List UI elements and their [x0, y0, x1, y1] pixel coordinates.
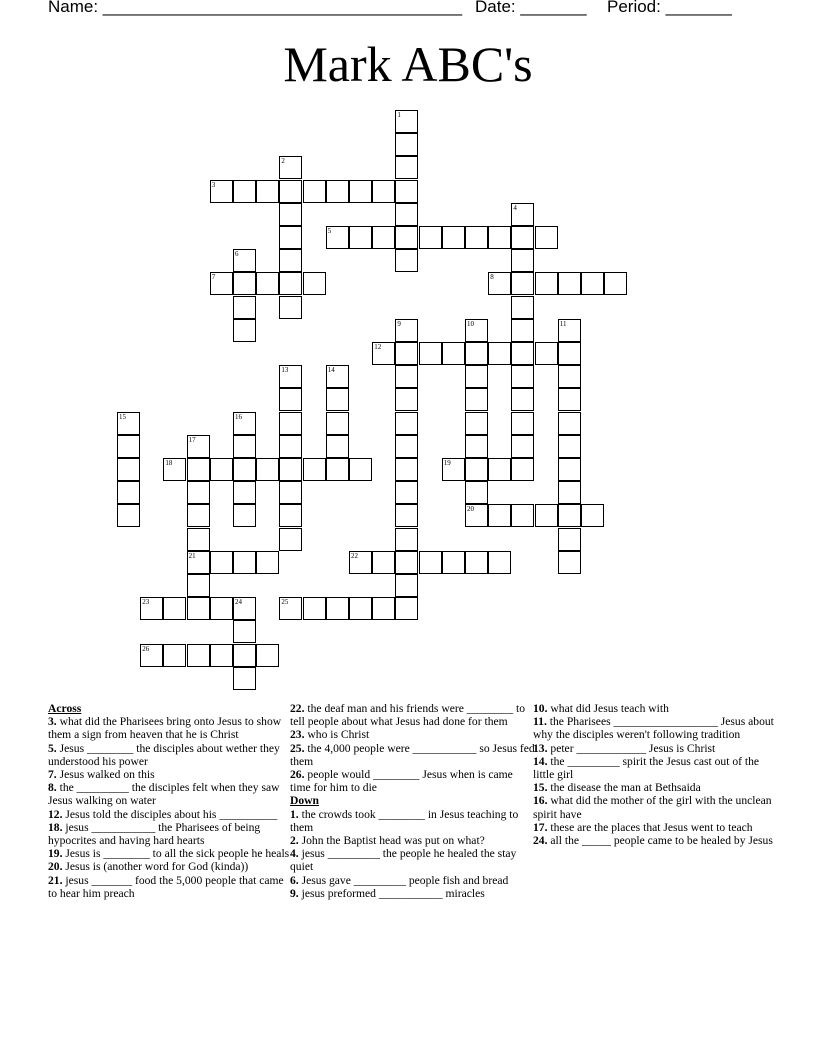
grid-cell[interactable]	[279, 481, 302, 504]
grid-cell[interactable]	[465, 551, 488, 574]
clue-number: 20	[467, 505, 474, 514]
clue-number: 23.	[290, 728, 305, 742]
grid-cell[interactable]	[233, 481, 256, 504]
grid-cell[interactable]	[187, 504, 210, 527]
grid-cell[interactable]	[395, 249, 418, 272]
grid-cell[interactable]	[511, 272, 534, 295]
clue-number: 17.	[533, 820, 548, 834]
clue-number: 16	[235, 412, 242, 421]
clue-number: 26.	[290, 768, 305, 782]
clue-number: 2	[281, 157, 285, 166]
grid-cell[interactable]	[233, 504, 256, 527]
grid-cell[interactable]	[279, 180, 302, 203]
grid-cell[interactable]	[279, 435, 302, 458]
clue	[48, 715, 293, 741]
grid-cell[interactable]	[233, 551, 256, 574]
clue-text: Jesus is (another word for God (kinda))	[62, 860, 249, 874]
clue-text: people would ________ Jesus when is came time for him to die	[290, 768, 513, 795]
clue-text: jesus preformed ___________ miracles	[298, 886, 485, 900]
clue	[533, 742, 778, 755]
grid-cell[interactable]	[395, 597, 418, 620]
grid-cell[interactable]	[117, 412, 140, 435]
grid-cell[interactable]	[326, 597, 349, 620]
grid-cell[interactable]	[372, 597, 395, 620]
clue-number: 21.	[48, 873, 63, 887]
clue	[290, 808, 535, 834]
grid-cell[interactable]	[395, 412, 418, 435]
grid-cell[interactable]	[279, 504, 302, 527]
clue-number: 4.	[290, 847, 299, 861]
grid-cell[interactable]	[349, 597, 372, 620]
grid-cell[interactable]	[256, 458, 279, 481]
grid-cell[interactable]	[233, 620, 256, 643]
grid-cell[interactable]	[279, 296, 302, 319]
clue-number: 15	[119, 412, 126, 421]
clue-text: the 4,000 people were ___________ so Jesus fed them	[290, 741, 535, 768]
clue	[290, 887, 535, 900]
clue-number: 24.	[533, 834, 548, 848]
clue-text: Jesus told the disciples about his __________	[62, 807, 278, 821]
grid-cell[interactable]	[604, 272, 627, 295]
clue-text: the deaf man and his friends were ________ to tell people about what Jesus had done for them	[290, 702, 526, 729]
grid-cell[interactable]	[395, 180, 418, 203]
grid-cell[interactable]	[326, 435, 349, 458]
grid-cell[interactable]	[140, 597, 163, 620]
grid-cell[interactable]	[187, 458, 210, 481]
clue-number: 11	[559, 319, 567, 328]
grid-cell[interactable]	[511, 226, 534, 249]
clue	[533, 794, 778, 820]
grid-cell[interactable]	[511, 249, 534, 272]
grid-cell[interactable]	[303, 458, 326, 481]
clue-number: 16.	[533, 794, 548, 808]
clue-text: what did the mother of the girl with the unclean spirit have	[533, 794, 772, 821]
grid-cell[interactable]	[279, 156, 302, 179]
clue-number: 4	[513, 203, 517, 212]
grid-cell[interactable]	[465, 365, 488, 388]
grid-cell[interactable]	[511, 388, 534, 411]
grid-cell[interactable]	[395, 226, 418, 249]
grid-cell[interactable]	[163, 644, 186, 667]
period-field[interactable]: Period: _______	[607, 0, 732, 16]
clue-number: 15.	[533, 781, 548, 795]
clue-number: 19	[443, 459, 451, 467]
grid-cell[interactable]	[395, 156, 418, 179]
clue-text: Jesus gave _________ people fish and bread	[298, 873, 509, 887]
grid-cell[interactable]	[419, 342, 442, 365]
clue-text: Jesus is ________ to all the sick people he heals	[62, 847, 290, 861]
grid-cell[interactable]	[279, 528, 302, 551]
grid-cell[interactable]	[419, 226, 442, 249]
grid-cell[interactable]	[395, 481, 418, 504]
grid-cell[interactable]	[187, 574, 210, 597]
grid-cell[interactable]	[256, 551, 279, 574]
clue-text: the _________ spirit the Jesus cast out of the little girl	[533, 754, 760, 782]
grid-cell[interactable]	[511, 365, 534, 388]
grid-cell[interactable]	[326, 226, 349, 249]
clue-number: 12.	[48, 807, 63, 821]
grid-cell[interactable]	[465, 226, 488, 249]
grid-cell[interactable]	[511, 296, 534, 319]
down-heading: Down	[290, 794, 319, 808]
grid-cell[interactable]	[395, 133, 418, 156]
grid-cell[interactable]	[581, 272, 604, 295]
grid-cell[interactable]	[419, 551, 442, 574]
clue-number: 11.	[533, 715, 547, 729]
grid-cell[interactable]	[349, 551, 372, 574]
clue	[48, 874, 293, 900]
grid-cell[interactable]	[187, 481, 210, 504]
grid-cell[interactable]	[117, 458, 140, 481]
grid-cell[interactable]	[303, 597, 326, 620]
grid-cell[interactable]	[395, 388, 418, 411]
grid-cell[interactable]	[511, 458, 534, 481]
grid-cell[interactable]	[233, 319, 256, 342]
grid-cell[interactable]	[558, 481, 581, 504]
clue-number: 18	[165, 459, 173, 467]
grid-cell[interactable]	[488, 226, 511, 249]
grid-cell[interactable]	[511, 203, 534, 226]
clue	[290, 874, 535, 887]
clues-column-1	[48, 702, 293, 900]
clue-text: these are the places that Jesus went to teach	[547, 820, 753, 834]
grid-cell[interactable]	[326, 458, 349, 481]
grid-cell[interactable]	[233, 435, 256, 458]
clues-column-3	[533, 702, 778, 847]
grid-cell[interactable]	[395, 203, 418, 226]
grid-cell[interactable]	[488, 342, 511, 365]
clue-number: 6.	[290, 873, 299, 887]
clue-number: 23	[142, 598, 150, 607]
clue-number: 5	[327, 227, 332, 235]
clue-text: the _________ the disciples felt when they saw Jesus walking on water	[48, 781, 280, 808]
clue-number: 7	[211, 273, 216, 282]
grid-cell[interactable]	[117, 435, 140, 458]
grid-cell[interactable]	[558, 319, 581, 342]
clue-number: 18.	[48, 820, 63, 834]
clue-number: 1	[397, 111, 401, 119]
grid-cell[interactable]	[465, 481, 488, 504]
grid-cell[interactable]	[349, 458, 372, 481]
grid-cell[interactable]	[465, 458, 488, 481]
clue	[290, 742, 535, 768]
clue-number: 12	[374, 343, 382, 351]
clue-number: 22	[351, 551, 358, 560]
grid-cell[interactable]	[511, 319, 534, 342]
page-title: Mark ABC's	[283, 36, 533, 92]
clue	[48, 808, 293, 821]
grid-cell[interactable]	[511, 412, 534, 435]
grid-cell[interactable]	[395, 435, 418, 458]
grid-cell[interactable]	[279, 458, 302, 481]
grid-cell[interactable]	[395, 504, 418, 527]
clue-number: 10	[467, 319, 474, 328]
clue	[48, 781, 293, 807]
grid-cell[interactable]	[535, 504, 558, 527]
grid-cell[interactable]	[117, 481, 140, 504]
grid-cell[interactable]	[210, 272, 233, 295]
grid-cell[interactable]	[256, 272, 279, 295]
clue-text: jesus ___________ the Pharisees of being hypocrites and having hard hearts	[48, 820, 261, 848]
grid-cell[interactable]	[256, 644, 279, 667]
clue-number: 19.	[48, 847, 63, 861]
clue	[48, 821, 293, 847]
grid-cell[interactable]	[279, 203, 302, 226]
grid-cell[interactable]	[558, 388, 581, 411]
clue-number: 3	[211, 180, 216, 189]
clue-text: Jesus walked on this	[56, 768, 155, 782]
clue-number: 22.	[290, 702, 305, 715]
grid-cell[interactable]	[442, 226, 465, 249]
grid-cell[interactable]	[372, 180, 395, 203]
clue-number: 14	[327, 366, 335, 375]
grid-cell[interactable]	[303, 272, 326, 295]
clue-number: 20.	[48, 860, 63, 874]
grid-cell[interactable]	[256, 180, 279, 203]
clue	[48, 847, 293, 860]
clue-number: 13	[281, 366, 289, 375]
grid-cell[interactable]	[187, 551, 210, 574]
clue-text: what did the Pharisees bring onto Jesus to show them a sign from heaven that he is Christ	[48, 715, 282, 742]
clue-text: jesus _______ food the 5,000 people that came to hear him preach	[48, 873, 284, 900]
clue-number: 2.	[290, 834, 299, 848]
grid-cell[interactable]	[558, 528, 581, 551]
clue	[290, 847, 535, 873]
grid-cell[interactable]	[442, 458, 465, 481]
grid-cell[interactable]	[511, 342, 534, 365]
clue	[290, 768, 535, 794]
grid-cell[interactable]	[187, 644, 210, 667]
grid-cell[interactable]	[488, 272, 511, 295]
across-heading: Across	[48, 702, 82, 715]
clue-text: the disease the man at Bethsaida	[547, 781, 701, 795]
grid-cell[interactable]	[442, 551, 465, 574]
grid-cell[interactable]	[279, 412, 302, 435]
clue-number: 21	[188, 551, 196, 560]
grid-cell[interactable]	[395, 110, 418, 133]
grid-cell[interactable]	[558, 365, 581, 388]
grid-cell[interactable]	[372, 342, 395, 365]
grid-cell[interactable]	[326, 388, 349, 411]
grid-cell[interactable]	[210, 644, 233, 667]
grid-cell[interactable]	[303, 180, 326, 203]
clue-number: 1.	[290, 807, 299, 821]
grid-cell[interactable]	[233, 296, 256, 319]
clue	[533, 702, 778, 715]
grid-cell[interactable]	[465, 504, 488, 527]
clue	[48, 768, 293, 781]
clue	[290, 728, 535, 741]
clue	[48, 742, 293, 768]
grid-cell[interactable]	[372, 551, 395, 574]
clue	[533, 755, 778, 781]
grid-cell[interactable]	[558, 435, 581, 458]
grid-cell[interactable]	[349, 226, 372, 249]
clue-number: 7.	[48, 768, 57, 782]
grid-cell[interactable]	[395, 528, 418, 551]
grid-cell[interactable]	[395, 551, 418, 574]
grid-cell[interactable]	[279, 365, 302, 388]
grid-cell[interactable]	[488, 551, 511, 574]
grid-cell[interactable]	[210, 551, 233, 574]
grid-cell[interactable]	[163, 597, 186, 620]
clue-number: 8	[490, 273, 494, 282]
grid-cell[interactable]	[140, 644, 163, 667]
grid-cell[interactable]	[210, 458, 233, 481]
grid-cell[interactable]	[558, 412, 581, 435]
grid-cell[interactable]	[395, 342, 418, 365]
grid-cell[interactable]	[233, 667, 256, 690]
clue-text: all the _____ people came to be healed by Jesus	[547, 834, 773, 848]
grid-cell[interactable]	[117, 504, 140, 527]
clue-text: jesus _________ the people he healed the stay quiet	[290, 847, 517, 874]
clue-text: the Pharisees __________________ Jesus about why the disciples weren't following tradition	[533, 715, 774, 742]
clue-number: 14.	[533, 754, 548, 768]
grid-cell[interactable]	[279, 388, 302, 411]
grid-cell[interactable]	[233, 180, 256, 203]
grid-cell[interactable]	[442, 342, 465, 365]
clue	[533, 715, 778, 741]
grid-cell[interactable]	[326, 365, 349, 388]
grid-cell[interactable]	[187, 435, 210, 458]
grid-cell[interactable]	[535, 226, 558, 249]
grid-cell[interactable]	[558, 272, 581, 295]
clue	[48, 860, 293, 873]
grid-cell[interactable]	[465, 342, 488, 365]
grid-cell[interactable]	[511, 435, 534, 458]
grid-cell[interactable]	[511, 504, 534, 527]
clue-number: 24	[235, 598, 242, 607]
grid-cell[interactable]	[581, 504, 604, 527]
grid-cell[interactable]	[326, 412, 349, 435]
grid-cell[interactable]	[279, 249, 302, 272]
clue-text: peter ____________ Jesus is Christ	[547, 741, 716, 755]
grid-cell[interactable]	[233, 644, 256, 667]
clue-text: what did Jesus teach with	[547, 702, 669, 715]
name-field[interactable]: Name: ______________________________________	[48, 0, 463, 16]
clue-number: 13.	[533, 741, 548, 755]
clue-text: Jesus ________ the disciples about wether they understood his power	[48, 741, 280, 768]
grid-cell[interactable]	[395, 319, 418, 342]
clue-number: 3.	[48, 715, 57, 729]
grid-cell[interactable]	[558, 551, 581, 574]
clue	[533, 781, 778, 794]
grid-cell[interactable]	[535, 272, 558, 295]
grid-cell[interactable]	[535, 342, 558, 365]
clue-text: John the Baptist head was put on what?	[298, 834, 485, 848]
clue	[290, 702, 535, 728]
grid-cell[interactable]	[558, 504, 581, 527]
grid-cell[interactable]	[488, 504, 511, 527]
grid-cell[interactable]	[233, 272, 256, 295]
grid-cell[interactable]	[488, 458, 511, 481]
clue-number: 25.	[290, 741, 305, 755]
date-field[interactable]: Date: _______	[475, 0, 587, 16]
grid-cell[interactable]	[465, 435, 488, 458]
grid-cell[interactable]	[233, 597, 256, 620]
clue-number: 5.	[48, 741, 57, 755]
grid-cell[interactable]	[326, 180, 349, 203]
clue-number: 25	[281, 598, 289, 607]
grid-cell[interactable]	[465, 319, 488, 342]
clue-number: 26	[142, 644, 150, 653]
grid-cell[interactable]	[558, 342, 581, 365]
grid-cell[interactable]	[210, 597, 233, 620]
grid-cell[interactable]	[187, 597, 210, 620]
grid-cell[interactable]	[210, 180, 233, 203]
clue-number: 10.	[533, 702, 548, 715]
grid-cell[interactable]	[465, 388, 488, 411]
grid-cell[interactable]	[187, 528, 210, 551]
grid-cell[interactable]	[465, 412, 488, 435]
grid-cell[interactable]	[395, 458, 418, 481]
clue-number: 9	[397, 319, 401, 328]
grid-cell[interactable]	[558, 458, 581, 481]
clues-column-2	[290, 702, 535, 900]
grid-cell[interactable]	[279, 272, 302, 295]
clue	[533, 821, 778, 834]
clue-number: 17	[188, 435, 196, 444]
grid-cell[interactable]	[395, 365, 418, 388]
clue-number: 6	[235, 250, 239, 259]
clue-number: 9.	[290, 886, 299, 900]
grid-cell[interactable]	[372, 226, 395, 249]
clue-number: 8.	[48, 781, 57, 795]
grid-cell[interactable]	[349, 180, 372, 203]
grid-cell[interactable]	[233, 249, 256, 272]
grid-cell[interactable]	[163, 458, 186, 481]
clue-text: who is Christ	[304, 728, 370, 742]
grid-cell[interactable]	[279, 597, 302, 620]
clue	[290, 834, 535, 847]
grid-cell[interactable]	[395, 574, 418, 597]
clue	[533, 834, 778, 847]
grid-cell[interactable]	[233, 412, 256, 435]
grid-cell[interactable]	[279, 226, 302, 249]
grid-cell[interactable]	[233, 458, 256, 481]
clue-text: the crowds took ________ in Jesus teaching to them	[290, 807, 519, 834]
